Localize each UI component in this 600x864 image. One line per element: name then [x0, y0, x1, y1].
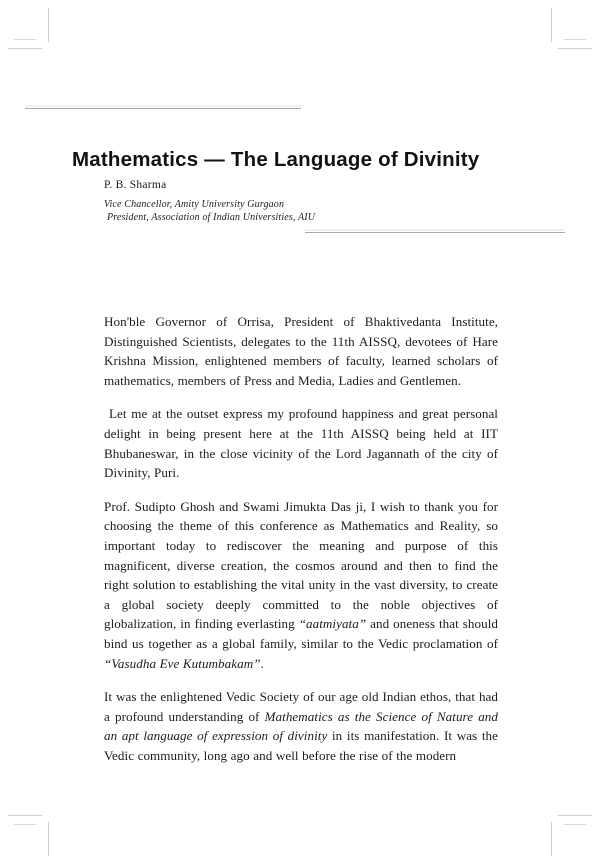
author-name: P. B. Sharma: [104, 179, 167, 191]
decorative-rule-top: [25, 108, 301, 109]
emphasised-phrase: Mathematics as the Science of Nature and an apt language of expression of divinity: [104, 708, 498, 744]
crop-mark-top-left-icon: [8, 8, 64, 64]
page-title: Mathematics — The Language of Divinity: [72, 147, 480, 171]
crop-mark-top-right-icon: [536, 8, 592, 64]
text-run: It was the enlightened Vedic Society of our age old Indian ethos, that had a profound understanding of: [104, 689, 498, 724]
emphasised-phrase: “aatmiyata”: [298, 616, 367, 632]
paragraph-welcome: [104, 404, 498, 482]
decorative-rule-second: [305, 232, 565, 233]
paragraph-thanks: [104, 497, 498, 673]
crop-mark-bottom-left-icon: [8, 800, 64, 856]
text-run: and oneness that should bind us together as a global family, similar to the Vedic proclamation of: [104, 616, 498, 651]
text-run: .: [260, 655, 264, 671]
author-affiliation-primary: Vice Chancellor, Amity University Gurgaon: [104, 199, 285, 210]
text-run: in its manifestation. It was the Vedic community, long ago and well before the rise of the modern: [104, 728, 498, 763]
body-text-column: [104, 312, 498, 765]
text-run: Prof. Sudipto Ghosh and Swami Jimukta Das ji, I wish to thank you for choosing the theme of this conference as Mathematics and Reality, so important today to rediscover the meaning and purpose of this magnificent, diverse creation, the cosmos around and then to find the right solution to establishing the vital unity in the vast diversity, to create a global society deeply committed to the noble objectives of globalization, in finding everlasting: [104, 498, 498, 632]
author-affiliation-secondary: President, Association of Indian Universities, AIU: [107, 212, 316, 223]
emphasised-phrase: “Vasudha Eve Kutumbakam”: [104, 655, 261, 671]
crop-mark-bottom-right-icon: [536, 800, 592, 856]
author-block: [104, 178, 504, 224]
text-run: Let me at the outset express my profound happiness and great personal delight in being present here at the 11th AISSQ being held at IIT Bhubaneswar, in the close vicinity of the Lord Jagannath of the city of Divinity, Puri.: [104, 406, 498, 481]
text-run: Hon'ble Governor of Orrisa, President of Bhaktivedanta Institute, Distinguished Scientists, delegates to the 11th AISSQ, devotees of Hare Krishna Mission, enlightened members of faculty, learned scholars of mathematics, members of Press and Media, Ladies and Gentlemen.: [104, 314, 498, 388]
paragraph-salutation: [104, 312, 498, 390]
paragraph-vedic-society: [104, 687, 498, 765]
